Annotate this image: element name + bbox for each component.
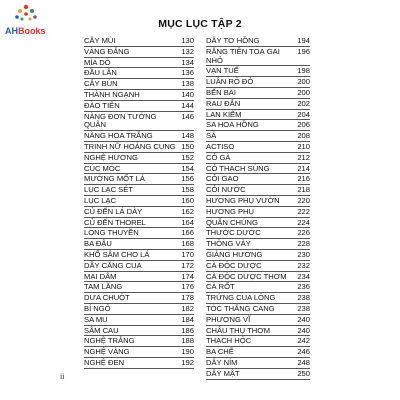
toc-entry-name: DÂY TƠ HỒNG bbox=[206, 36, 260, 45]
toc-entry-page: 198 bbox=[297, 66, 310, 76]
toc-entry-name: CỎI GẠO bbox=[206, 174, 239, 184]
toc-entry-page: 214 bbox=[297, 163, 310, 173]
toc-entry-page: 230 bbox=[297, 249, 310, 259]
toc-entry-name: CỎ GÀ bbox=[206, 152, 231, 162]
toc-entry-page: 144 bbox=[181, 100, 194, 110]
toc-entry-name: NGHỆ VÀNG bbox=[84, 347, 130, 357]
toc-entry-page: 134 bbox=[181, 57, 194, 67]
toc-entry bbox=[84, 282, 194, 293]
toc-entry bbox=[84, 228, 194, 239]
toc-entry-page: 200 bbox=[297, 77, 310, 87]
toc-entry-name: VẠN TUẾ bbox=[206, 66, 239, 76]
toc-entry-name: CỦ ĐẾN THOREL bbox=[84, 217, 146, 227]
toc-entry bbox=[206, 66, 310, 77]
toc-entry-name: GIẢNG HƯƠNG bbox=[206, 249, 263, 259]
toc-entry-page: 246 bbox=[297, 347, 310, 357]
toc-entry bbox=[206, 88, 310, 99]
toc-entry-page: 232 bbox=[297, 260, 310, 270]
toc-column-left bbox=[84, 36, 194, 369]
toc-entry-page: 156 bbox=[181, 174, 194, 184]
toc-entry bbox=[84, 250, 194, 261]
toc-entry bbox=[84, 272, 194, 283]
toc-entry-page: 236 bbox=[297, 282, 310, 292]
toc-entry-page: 250 bbox=[297, 368, 310, 378]
toc-entry-name: ĐẦU LÂN bbox=[84, 68, 117, 78]
toc-entry bbox=[84, 164, 194, 175]
toc-entry bbox=[206, 196, 310, 207]
toc-entry-name: DÂY CĂNG CUA bbox=[84, 260, 142, 270]
toc-entry bbox=[206, 36, 310, 47]
toc-entry-page: 200 bbox=[297, 87, 310, 97]
toc-entry-page: 158 bbox=[181, 185, 194, 195]
toc-entry-name: CÂY MÙI bbox=[84, 36, 116, 45]
toc-entry-page: 130 bbox=[181, 36, 194, 45]
toc-entry bbox=[206, 185, 310, 196]
toc-entry-name: DÂY NÍM bbox=[206, 357, 238, 367]
toc-entry-page: 136 bbox=[181, 68, 194, 78]
toc-entry bbox=[84, 196, 194, 207]
toc-entry-name: LONG THUYỀN bbox=[84, 228, 139, 238]
toc-entry bbox=[84, 347, 194, 358]
toc-entry bbox=[206, 120, 310, 131]
toc-entry-page: 234 bbox=[297, 271, 310, 281]
toc-entry-page: 138 bbox=[181, 79, 194, 89]
toc-entry-name: KHỔ SÂM CHO LÁ bbox=[84, 249, 150, 259]
toc-entry bbox=[206, 207, 310, 218]
toc-entry bbox=[84, 218, 194, 229]
toc-entry bbox=[206, 358, 310, 369]
toc-entry-page: 164 bbox=[181, 217, 194, 227]
toc-entry-name: HƯƠNG PHỤ bbox=[206, 206, 255, 216]
toc-entry-page: 184 bbox=[181, 314, 194, 324]
toc-entry-name: MÌA DÒ bbox=[84, 57, 111, 67]
toc-entry-name: CHÂU THỤ THƠM bbox=[206, 325, 271, 335]
toc-entry-page: 242 bbox=[297, 336, 310, 346]
toc-entry bbox=[206, 336, 310, 347]
toc-entry-page: 194 bbox=[297, 36, 310, 45]
toc-entry-page: 226 bbox=[297, 228, 310, 238]
toc-entry bbox=[84, 336, 194, 347]
toc-entry-name: NGHỆ HƯƠNG bbox=[84, 152, 138, 162]
toc-entry-name: NÀNG ĐƠN TƯỚNG QUÂN bbox=[84, 111, 157, 130]
toc-entry bbox=[206, 142, 310, 153]
toc-entry bbox=[206, 369, 310, 380]
toc-entry-name: DƯA CHUỘT bbox=[84, 293, 130, 303]
toc-entry bbox=[206, 326, 310, 337]
toc-entry-page: 162 bbox=[181, 206, 194, 216]
toc-entry-name: TRỨNG CUA LÔNG bbox=[206, 293, 276, 303]
toc-entry bbox=[206, 261, 310, 272]
toc-entry-page: 178 bbox=[181, 293, 194, 303]
toc-entry-page: 150 bbox=[181, 141, 194, 151]
toc-entry-page: 148 bbox=[181, 131, 194, 141]
toc-entry bbox=[84, 153, 194, 164]
toc-entry-name: VÀNG ĐẮNG bbox=[84, 46, 130, 56]
toc-entry-name: RĂNG TIÊN TOẠ GAI NHỎ bbox=[206, 46, 280, 65]
toc-entry-page: 174 bbox=[181, 271, 194, 281]
toc-entry bbox=[206, 218, 310, 229]
toc-entry bbox=[84, 174, 194, 185]
toc-entry-name: SÂM CAU bbox=[84, 325, 119, 335]
toc-entry bbox=[206, 315, 310, 326]
toc-entry-page: 210 bbox=[297, 141, 310, 151]
toc-entry bbox=[206, 77, 310, 88]
toc-entry-name: SA HOA HỒNG bbox=[206, 120, 259, 130]
toc-entry bbox=[84, 185, 194, 196]
toc-entry-name: SA MU bbox=[84, 314, 108, 324]
toc-entry-name: TÓC THẮNG CANG bbox=[206, 303, 275, 313]
toc-entry-page: 182 bbox=[181, 303, 194, 313]
toc-entry-name: HƯƠNG PHỤ VƯỜN bbox=[206, 195, 280, 205]
toc-entry bbox=[206, 47, 310, 67]
toc-entry-name: ĐÀO TIÊN bbox=[84, 100, 120, 110]
toc-entry-name: BÍ NGÔ bbox=[84, 303, 111, 313]
toc-entry-page: 220 bbox=[297, 195, 310, 205]
toc-entry-name: DÂY MẬT bbox=[206, 368, 240, 378]
toc-entry-name: SẢ bbox=[206, 131, 217, 141]
toc-column-right bbox=[206, 36, 310, 380]
toc-entry bbox=[84, 90, 194, 101]
toc-entry bbox=[84, 304, 194, 315]
page-title: MỤC LỤC TẬP 2 bbox=[158, 18, 242, 30]
toc-entry bbox=[206, 99, 310, 110]
toc-entry-page: 152 bbox=[181, 152, 194, 162]
toc-entry bbox=[206, 164, 310, 175]
toc-entry bbox=[206, 293, 310, 304]
toc-entry-name: PHƯỢNG VĨ bbox=[206, 314, 251, 324]
toc-entry-page: 206 bbox=[297, 120, 310, 130]
toc-entry-name: NÀNG HOA TRẮNG bbox=[84, 131, 153, 141]
toc-entry-name: NGHỆ TRẮNG bbox=[84, 336, 135, 346]
toc-entry-page: 154 bbox=[181, 163, 194, 173]
toc-entry-page: 228 bbox=[297, 239, 310, 249]
brand-part-books: Books bbox=[18, 26, 46, 36]
toc-entry bbox=[84, 79, 194, 90]
toc-entry-name: CÀ ĐỘC DƯỢC THƠM bbox=[206, 271, 287, 281]
toc-entry-name: CỦ ĐẾN LÁ DÀY bbox=[84, 206, 143, 216]
toc-entry bbox=[206, 228, 310, 239]
toc-entry-page: 160 bbox=[181, 195, 194, 205]
toc-entry bbox=[84, 207, 194, 218]
toc-entry-page: 188 bbox=[181, 336, 194, 346]
toc-entry-name: THÀNH NGẠNH bbox=[84, 89, 140, 99]
toc-entry-page: 190 bbox=[181, 347, 194, 357]
toc-entry-page: 168 bbox=[181, 239, 194, 249]
toc-entry-name: QUÂN CHÚNG bbox=[206, 217, 258, 227]
toc-entry-page: 240 bbox=[297, 325, 310, 335]
toc-entry-name: ACTISO bbox=[206, 141, 235, 151]
toc-entry-page: 192 bbox=[181, 357, 194, 367]
toc-entry-name: CỎI NƯỚC bbox=[206, 185, 246, 195]
toc-entry-name: CÂY BÚN bbox=[84, 79, 118, 89]
toc-entry-name: THẠCH HỘC bbox=[206, 336, 252, 346]
toc-entry-name: LỤC LẠC SÉT bbox=[84, 185, 133, 195]
toc-entry-page: 132 bbox=[181, 46, 194, 56]
toc-entry-page: 186 bbox=[181, 325, 194, 335]
toc-entry bbox=[84, 315, 194, 326]
toc-entry-page: 248 bbox=[297, 357, 310, 367]
toc-entry bbox=[84, 47, 194, 58]
toc-entry bbox=[206, 153, 310, 164]
toc-entry-page: 202 bbox=[297, 98, 310, 108]
toc-entry bbox=[84, 358, 194, 369]
toc-entry bbox=[84, 142, 194, 153]
toc-entry-name: NGHỆ ĐEN bbox=[84, 357, 125, 367]
toc-entry bbox=[84, 239, 194, 250]
toc-entry-page: 240 bbox=[297, 314, 310, 324]
toc-entry-name: MAI DÂM bbox=[84, 271, 117, 281]
toc-entry-name: BA CHẼ bbox=[206, 347, 234, 357]
toc-entry bbox=[206, 174, 310, 185]
toc-entry-name: BA ĐẬU bbox=[84, 239, 112, 249]
toc-entry-page: 146 bbox=[181, 111, 194, 121]
toc-entry-name: LUÂN RÔ ĐỎ bbox=[206, 77, 254, 87]
toc-entry-name: BẾN BAI bbox=[206, 87, 236, 97]
toc-entry bbox=[84, 101, 194, 112]
toc-entry-name: RAU ĐẮN bbox=[206, 98, 241, 108]
brand-part-ah: AH bbox=[5, 26, 18, 36]
toc-entry-page: 170 bbox=[181, 249, 194, 259]
toc-entry bbox=[206, 304, 310, 315]
toc-entry bbox=[206, 131, 310, 142]
toc-entry-page: 218 bbox=[297, 185, 310, 195]
toc-entry-name: THƯỚC DƯỚC bbox=[206, 228, 261, 238]
toc-entry-page: 176 bbox=[181, 282, 194, 292]
toc-entry bbox=[84, 326, 194, 337]
toc-entry-page: 208 bbox=[297, 131, 310, 141]
toc-entry bbox=[206, 110, 310, 121]
toc-entry bbox=[84, 68, 194, 79]
toc-entry-name: TAM LĂNG bbox=[84, 282, 123, 292]
toc-entry bbox=[206, 250, 310, 261]
toc-entry bbox=[206, 347, 310, 358]
toc-entry bbox=[206, 239, 310, 250]
toc-entry bbox=[84, 58, 194, 69]
toc-entry bbox=[206, 272, 310, 283]
toc-entry-name: CÀ RỐT bbox=[206, 282, 235, 292]
toc-entry bbox=[84, 36, 194, 47]
toc-entry bbox=[206, 282, 310, 293]
toc-entry-page: 166 bbox=[181, 228, 194, 238]
toc-entry-page: 224 bbox=[297, 217, 310, 227]
toc-entry-page: 204 bbox=[297, 109, 310, 119]
toc-entry-page: 238 bbox=[297, 293, 310, 303]
toc-entry bbox=[84, 112, 194, 132]
toc-entry-name: CỎ THẠCH SÙNG bbox=[206, 163, 270, 173]
toc-entry-page: 140 bbox=[181, 89, 194, 99]
toc-entry-name: CÚC MÓC bbox=[84, 163, 121, 173]
toc-entry-page: 172 bbox=[181, 260, 194, 270]
toc-entry-page: 216 bbox=[297, 174, 310, 184]
page-number: ii bbox=[60, 372, 65, 381]
toc-entry-name: TRINH NỮ HOÀNG CUNG bbox=[84, 141, 176, 151]
toc-entry-name: MƯỚNG MỐT LÁ bbox=[84, 174, 145, 184]
toc-entry-name: CÀ ĐỘC DƯỢC bbox=[206, 260, 262, 270]
toc-entry-page: 196 bbox=[297, 46, 310, 56]
toc-entry bbox=[84, 261, 194, 272]
toc-entry-name: LAN KIẾM bbox=[206, 109, 242, 119]
toc-entry-page: 222 bbox=[297, 206, 310, 216]
toc-entry-name: LỤC LẠC bbox=[84, 195, 117, 205]
toc-entry-page: 212 bbox=[297, 152, 310, 162]
toc-entry-name: THÔNG VẢY bbox=[206, 239, 251, 249]
toc-entry-page: 238 bbox=[297, 303, 310, 313]
toc-entry bbox=[84, 131, 194, 142]
toc-entry bbox=[84, 293, 194, 304]
